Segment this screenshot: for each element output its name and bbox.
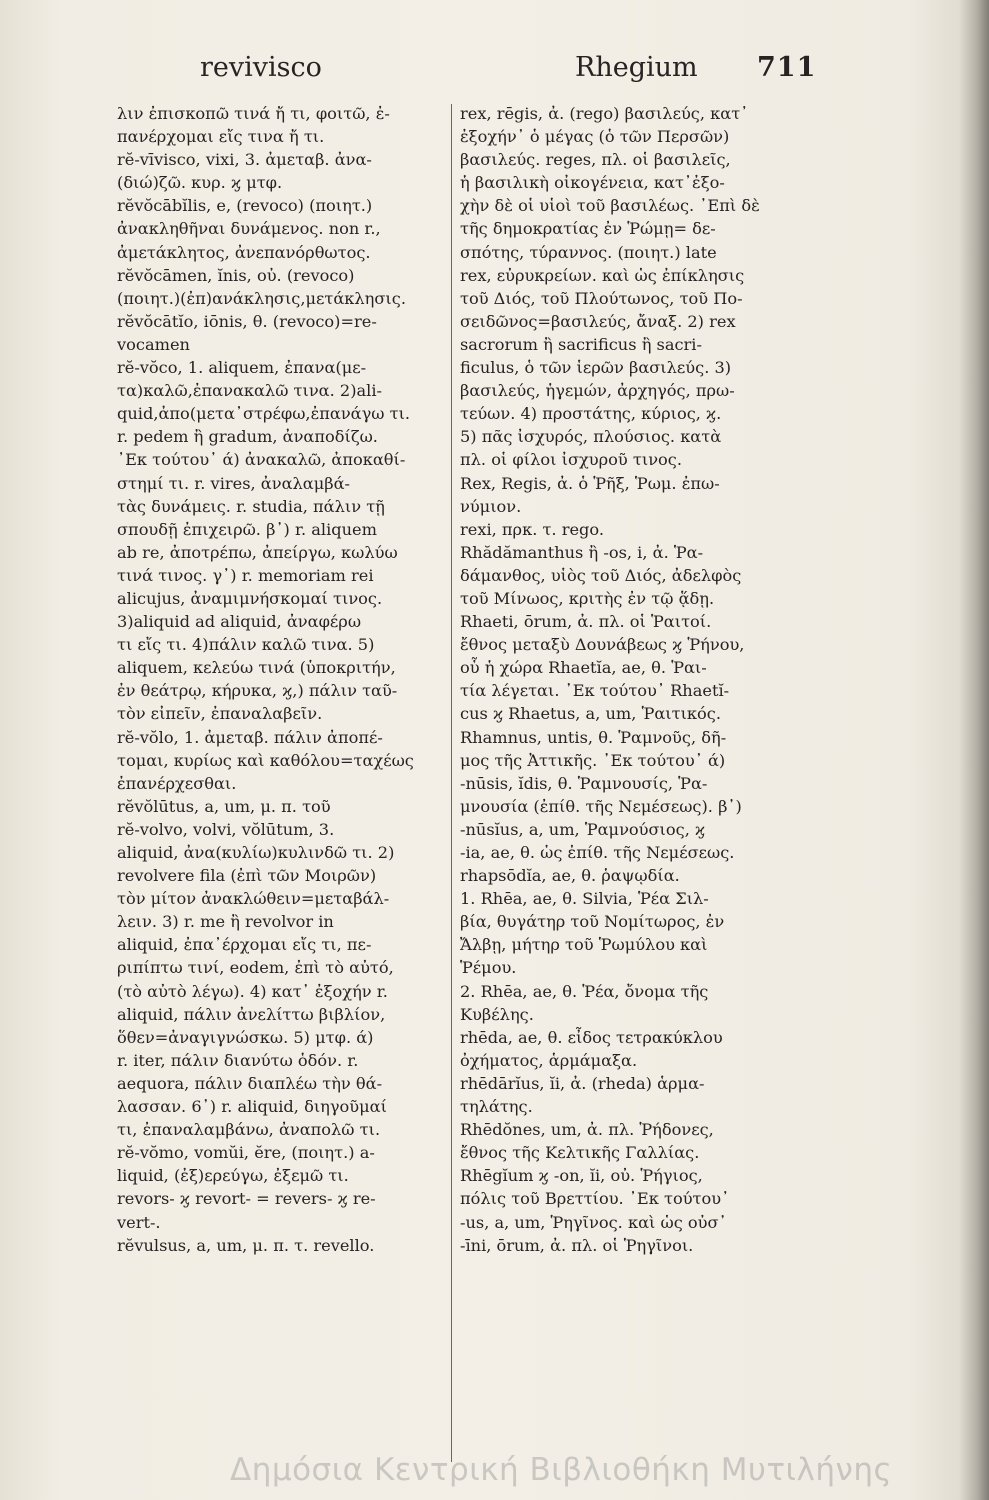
dictionary-line: r. iter, πάλιν διανύτω ὁδόν. r. xyxy=(117,1050,359,1070)
dictionary-line: τὸν εἰπεῖν, ἐπαναλαβεῖν. xyxy=(117,704,323,724)
dictionary-line: aliquem, κελεύω τινά (ὑποκριτήν, xyxy=(117,658,396,678)
dictionary-line: ἐπανέρχεσθαι. xyxy=(117,773,237,793)
dictionary-line: rĕvulsus, a, um, μ. π. τ. revello. xyxy=(117,1235,375,1255)
dictionary-line: quid,ἀπο(μετα᾿στρέφω,ἐπανάγω τι. xyxy=(117,404,411,424)
dictionary-line: sacrorum ἢ sacrificus ἢ sacri- xyxy=(460,334,702,354)
dictionary-line: (διώ)ζῶ. κυρ. ϗ μτφ. xyxy=(117,173,283,193)
dictionary-line: alicujus, ἀναμιμνήσκομαί τινος. xyxy=(117,588,383,608)
dictionary-line: Rhădămanthus ἢ -os, i, ἀ. Ῥα- xyxy=(460,542,704,562)
dictionary-line: τομαι, κυρίως καὶ καθόλου=ταχέως xyxy=(117,750,414,770)
dictionary-line: aliquid, ἀνα(κυλίω)κυλινδῶ τι. 2) xyxy=(117,843,395,862)
dictionary-line: ριπίπτω τινί, eodem, ἐπὶ τὸ αὐτό, xyxy=(117,958,394,978)
dictionary-line: μνουσία (ἐπίθ. τῆς Νεμέσεως). β᾿) xyxy=(460,796,742,816)
dictionary-line: -ia, ae, θ. ὡς ἐπίθ. τῆς Νεμέσεως. xyxy=(460,843,735,862)
dictionary-line: Ῥέμου. xyxy=(460,958,517,978)
dictionary-line: νύμιον. xyxy=(460,496,522,516)
dictionary-line: σπουδῇ ἐπιχειρῶ. β᾿) r. aliquem xyxy=(117,519,377,539)
dictionary-line: ὅθεν=ἀναγιγνώσκω. 5) μτφ. ά) xyxy=(117,1027,374,1047)
dictionary-line: Rhēdŏnes, um, ἀ. πλ. Ῥήδονες, xyxy=(460,1120,714,1140)
dictionary-line: -us, a, um, Ῥηγῖνος. καὶ ὡς οὐσ᾿ xyxy=(460,1212,727,1232)
dictionary-line: (τὸ αὐτὸ λέγω). 4) κατ᾿ ἐξοχήν r. xyxy=(117,981,388,1001)
dictionary-line: ὀχήματος, ἁρμάμαξα. xyxy=(460,1050,638,1070)
dictionary-line: χὴν δὲ οἱ υἱοὶ τοῦ βασιλέως. ᾿Επὶ δὲ xyxy=(460,196,760,216)
dictionary-line: μος τῆς Ἀττικῆς. ᾿Εκ τούτου᾿ ά) xyxy=(460,750,726,770)
dictionary-line: τεύων. 4) προστάτης, κύριος, ϗ. xyxy=(460,404,722,424)
dictionary-line: rexi, πρκ. τ. rego. xyxy=(460,519,605,539)
dictionary-line: rĕ-vŏlo, 1. ἀμεταβ. πάλιν ἀποπέ- xyxy=(117,727,383,747)
page-number: 711 xyxy=(757,52,817,83)
dictionary-line: ἔθνος μεταξὺ Δουνάβεως ϗ Ῥήνου, xyxy=(460,635,745,655)
dictionary-line: ab re, ἀποτρέπω, ἀπείργω, κωλύω xyxy=(117,542,398,562)
dictionary-line: vocamen xyxy=(117,334,190,354)
dictionary-line: τοῦ Διός, τοῦ Πλούτωνος, τοῦ Πο- xyxy=(460,288,743,308)
dictionary-line: -nūsis, ĭdis, θ. Ῥαμνουσίς, Ῥα- xyxy=(460,773,708,793)
dictionary-line: -nūsĭus, a, um, Ῥαμνούσιος, ϗ xyxy=(460,819,706,839)
dictionary-line: λιν ἐπισκοπῶ τινά ἤ τι, φοιτῶ, ἐ- xyxy=(117,104,390,123)
dictionary-line: revolvere fila (ἐπὶ τῶν Μοιρῶν) xyxy=(117,866,377,886)
dictionary-line: τὰς δυνάμεις. r. studia, πάλιν τῇ xyxy=(117,496,385,516)
dictionary-line: rhēda, ae, θ. εἶδος τετρακύκλου xyxy=(460,1027,723,1047)
dictionary-line: λειν. 3) r. me ἢ revolvor in xyxy=(117,912,334,932)
dictionary-line: βία, θυγάτηρ τοῦ Νομίτωρος, ἐν xyxy=(460,912,725,932)
dictionary-line: ἐξοχήν᾿ ὁ μέγας (ὁ τῶν Περσῶν) xyxy=(460,127,730,147)
dictionary-line: aliquid, ἐπα᾿έρχομαι εἴς τι, πε- xyxy=(117,935,372,955)
dictionary-line: Rex, Regis, ἀ. ὁ Ῥῆξ, Ῥωμ. ἐπω- xyxy=(460,473,720,493)
dictionary-line: Ἄλβῃ, μήτηρ τοῦ Ῥωμύλου καὶ xyxy=(460,935,708,955)
dictionary-line: τηλάτης. xyxy=(460,1097,533,1117)
dictionary-line: ἀνακληθῆναι δυνάμενος. non r., xyxy=(117,219,381,239)
dictionary-line: vert-. xyxy=(117,1212,161,1232)
dictionary-line: rex, εὐρυκρείων. καὶ ὡς ἐπίκλησις xyxy=(460,265,745,285)
dictionary-line: τὸν μίτον ἀνακλώθειν=μεταβάλ- xyxy=(117,889,390,909)
dictionary-line: r. pedem ἢ gradum, ἀναποδίζω. xyxy=(117,427,378,447)
dictionary-line: rĕvŏlūtus, a, um, μ. π. τοῦ xyxy=(117,796,331,816)
dictionary-line: (ποιητ.)(ἐπ)ανάκλησις,μετάκλησις. xyxy=(117,288,406,308)
dictionary-line: δάμανθος, υἱὸς τοῦ Διός, ἀδελφὸς xyxy=(460,565,742,585)
dictionary-line: τινά τινος. γ᾿) r. memoriam rei xyxy=(117,565,374,585)
dictionary-line: πλ. οἱ φίλοι ἰσχυροῦ τινος. xyxy=(460,450,683,470)
dictionary-line: rĕ-vŏco, 1. aliquem, ἐπανα(με- xyxy=(117,358,367,378)
dictionary-line: τία λέγεται. ᾿Εκ τούτου᾿ Rhaetĭ- xyxy=(460,681,730,701)
left-column xyxy=(117,102,443,1472)
running-head-right-word: Rhegium xyxy=(575,52,698,83)
dictionary-line: ᾿Εκ τούτου᾿ ά) ἀνακαλῶ, ἀποκαθί- xyxy=(117,450,406,470)
dictionary-line: σειδῶνος=βασιλεύς, ἄναξ. 2) rex xyxy=(460,311,736,331)
dictionary-line: liquid, (ἐξ)ερεύγω, ἐξεμῶ τι. xyxy=(117,1166,349,1186)
dictionary-line: rĕ-vŏmo, vomŭi, ĕre, (ποιητ.) a- xyxy=(117,1143,375,1163)
dictionary-line: aliquid, πάλιν ἀνελίττω βιβλίον, xyxy=(117,1004,386,1024)
dictionary-line: -īni, ōrum, ἀ. πλ. οἱ Ῥηγῖνοι. xyxy=(460,1235,694,1255)
dictionary-line: revors- ϗ revort- = revers- ϗ re- xyxy=(117,1189,376,1209)
dictionary-line: λασσαν. 6᾿) r. aliquid, διηγοῦμαί xyxy=(117,1097,387,1117)
dictionary-line: 3)aliquid ad aliquid, ἀναφέρω xyxy=(117,612,362,632)
dictionary-line: 5) πᾶς ἰσχυρός, πλούσιος. κατὰ xyxy=(460,427,722,447)
dictionary-line: rhapsōdĭa, ae, θ. ῥαψῳδία. xyxy=(460,866,680,886)
dictionary-line: τα)καλῶ,ἐπανακαλῶ τινα. 2)ali- xyxy=(117,381,382,401)
dictionary-line: στημί τι. r. vires, ἀναλαμβά- xyxy=(117,473,350,493)
dictionary-line: rĕvŏcātĭo, iōnis, θ. (revoco)=re- xyxy=(117,311,377,331)
dictionary-line: 1. Rhēa, ae, θ. Silvia, Ῥέα Σιλ- xyxy=(460,889,709,909)
dictionary-line: ἐν θεάτρῳ, κήρυκα, ϗ,) πάλιν ταῦ- xyxy=(117,681,398,701)
page-edge-shadow xyxy=(959,0,989,1500)
dictionary-line: τι, ἐπαναλαμβάνω, ἀναπολῶ τι. xyxy=(117,1120,381,1140)
dictionary-line: rĕvŏcābĭlis, e, (revoco) (ποιητ.) xyxy=(117,196,373,216)
dictionary-line: τῆς δημοκρατίας ἐν Ῥώμῃ= δε- xyxy=(460,219,716,239)
dictionary-line: Rhēgĭum ϗ -on, ĭi, οὐ. Ῥήγιος, xyxy=(460,1166,703,1186)
dictionary-line: πανέρχομαι εἴς τινα ἤ τι. xyxy=(117,127,325,147)
dictionary-line: ficulus, ὁ τῶν ἱερῶν βασιλεύς. 3) xyxy=(460,358,732,378)
column-divider xyxy=(451,104,452,1462)
dictionary-line: τι εἴς τι. 4)πάλιν καλῶ τινα. 5) xyxy=(117,635,375,655)
dictionary-line: Κυβέλης. xyxy=(460,1004,534,1024)
dictionary-line: οὗ ἡ χώρα Rhaetĭa, ae, θ. Ῥαι- xyxy=(460,658,707,678)
dictionary-line: rĕvŏcāmen, ĭnis, οὐ. (revoco) xyxy=(117,265,355,285)
dictionary-line: 2. Rhēa, ae, θ. Ῥέα, ὄνομα τῆς xyxy=(460,981,709,1001)
dictionary-line: cus ϗ Rhaetus, a, um, Ῥαιτικός. xyxy=(460,704,722,724)
dictionary-line: βασιλεύς. reges, πλ. οἱ βασιλεῖς, xyxy=(460,150,731,170)
dictionary-line: rĕ-volvo, volvi, vŏlūtum, 3. xyxy=(117,819,335,839)
dictionary-line: ἡ βασιλικὴ οἰκογένεια, κατ᾿ἐξο- xyxy=(460,173,725,193)
dictionary-line: rex, rēgis, ἀ. (rego) βασιλεύς, κατ᾿ xyxy=(460,104,749,123)
running-head-left-word: revivisco xyxy=(200,52,322,83)
dictionary-line: rhēdārĭus, ĭi, ἀ. (rheda) ἁρμα- xyxy=(460,1073,705,1093)
dictionary-line: ἔθνος τῆς Κελτικῆς Γαλλίας. xyxy=(460,1143,700,1163)
dictionary-line: Rhamnus, untis, θ. Ῥαμνοῦς, δῆ- xyxy=(460,727,727,747)
dictionary-line: Rhaeti, ōrum, ἀ. πλ. οἱ Ῥαιτοί. xyxy=(460,612,712,632)
dictionary-line: ἀμετάκλητος, ἀνεπανόρθωτος. xyxy=(117,242,371,262)
running-head xyxy=(0,52,989,92)
dictionary-line: τοῦ Μίνωος, κριτὴς ἐν τῷ ᾅδῃ. xyxy=(460,588,715,608)
dictionary-line: rĕ-vīvisco, vixi, 3. ἀμεταβ. ἀνα- xyxy=(117,150,372,170)
dictionary-line: πόλις τοῦ Βρεττίου. ᾿Εκ τούτου᾿ xyxy=(460,1189,730,1209)
right-column xyxy=(460,102,822,1472)
dictionary-line: aequora, πάλιν διαπλέω τὴν θά- xyxy=(117,1073,383,1093)
dictionary-line: βασιλεύς, ἡγεμών, ἀρχηγός, πρω- xyxy=(460,381,735,401)
library-watermark: Δημόσια Κεντρική Βιβλιοθήκη Μυτιλήνης xyxy=(230,1452,893,1488)
dictionary-line: σπότης, τύραννος. (ποιητ.) late xyxy=(460,242,717,262)
